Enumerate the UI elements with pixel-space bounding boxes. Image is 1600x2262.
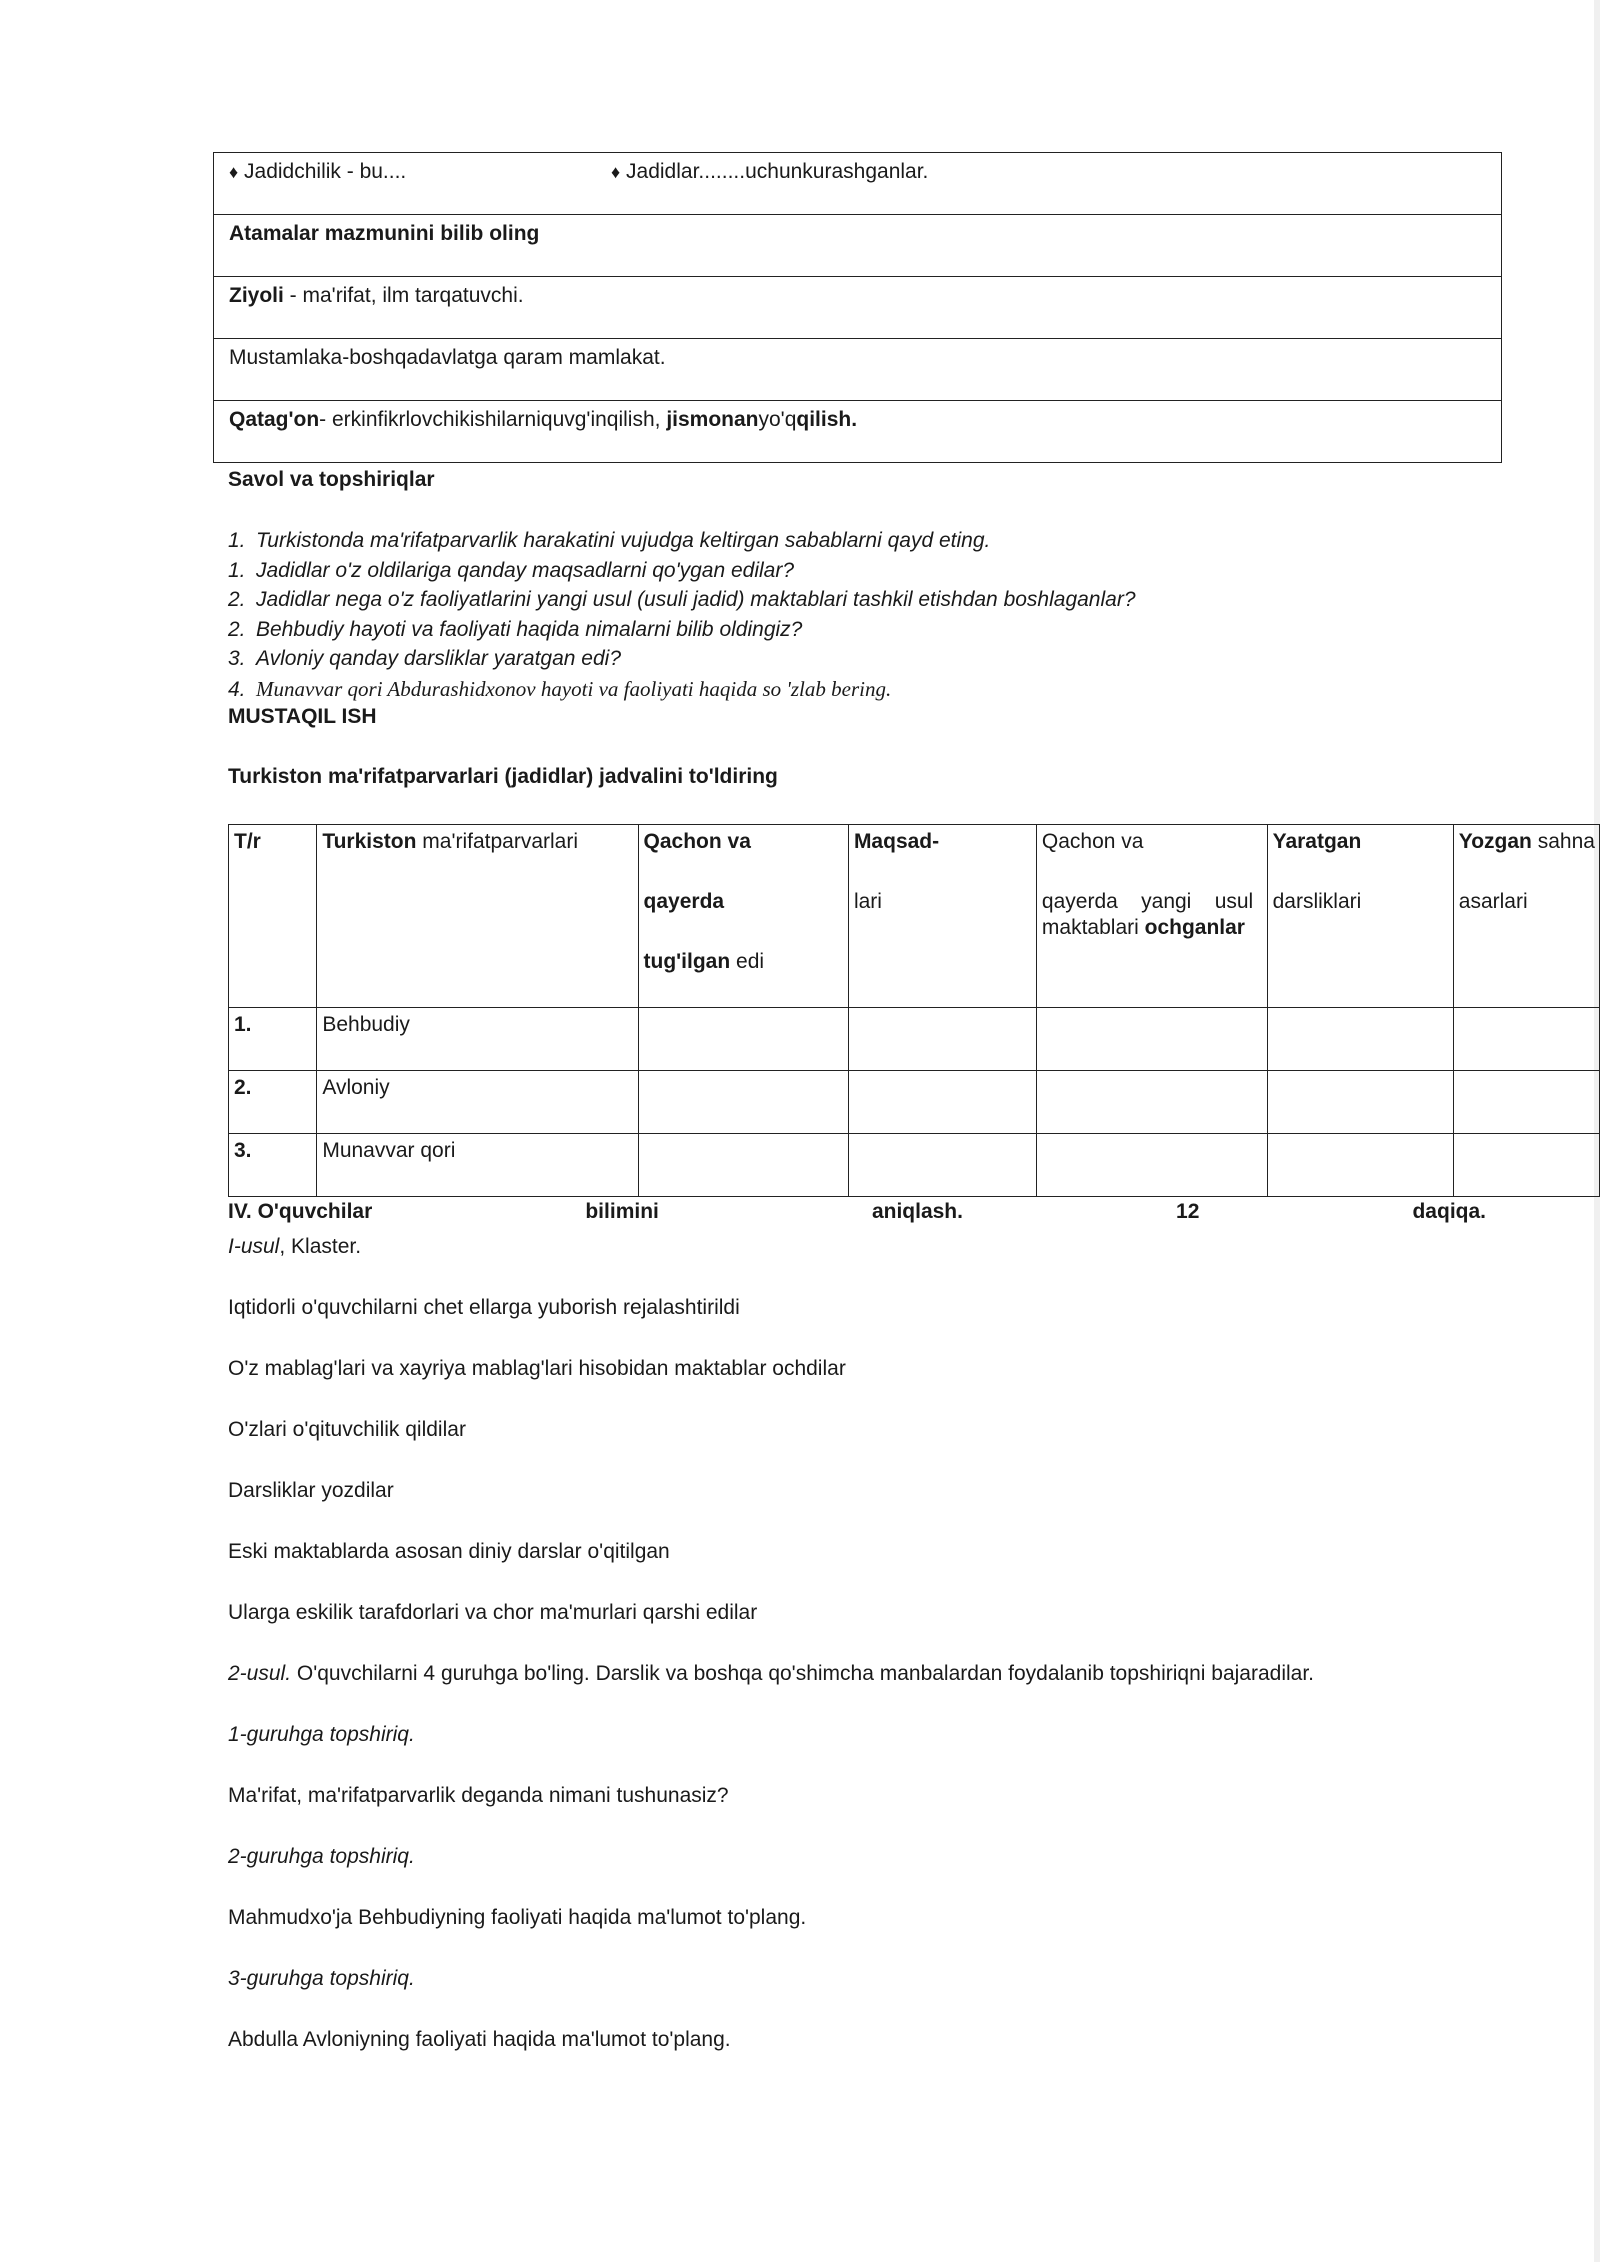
terms-heading: Atamalar mazmunini bilib oling [229,222,540,245]
group-label: 3-guruhga topshiriq. [228,1967,415,1990]
col-header-qachon-1: Qachon va [643,830,751,853]
term-ziyoli: Ziyoli [229,284,284,307]
terms-row-ziyoli [214,277,1502,339]
step-iv-part: aniqlash. [871,1200,963,1223]
empty-cell[interactable] [1036,1008,1267,1071]
group-task: Mahmudxo'ja Behbudiyning faoliyati haqida ma'lumot to'plang. [228,1906,807,1929]
empty-cell[interactable] [1453,1008,1599,1071]
klaster-item: O'zlari o'qituvchilik qildilar [228,1418,466,1441]
question-item: 2. Jadidlar nega o'z faoliyatlarini yangi usul (usuli jadid) maktablari tashkil etishdan boshlaganlar? [228,588,1136,611]
row-number: 1. [229,1008,317,1071]
col-header-maktab-1: Qachon va [1041,830,1144,853]
row-number: 3. [229,1134,317,1197]
klaster-item: Ularga eskilik tarafdorlari va chor ma'murlari qarshi edilar [228,1601,758,1624]
klaster-item: Eski maktablarda asosan diniy darslar o'qitilgan [228,1540,670,1563]
def-qatagon-mid: yo'q [758,408,797,431]
def-qatagon-bold2: qilish. [796,408,858,431]
questions-list [228,528,1136,705]
usul1-label: I-usul [228,1235,280,1258]
col-header-yozgan-3: asarlari [1458,890,1528,913]
step-iv-part: 12 [1176,1200,1200,1223]
empty-cell[interactable] [1267,1134,1453,1197]
question-item: 1. Jadidlar o'z oldilariga qanday maqsadlarni qo'ygan edilar? [228,558,795,582]
col-header-maktab-3: maktablari [1041,916,1145,939]
empty-cell[interactable] [638,1134,848,1197]
col-header-maqsad-2: lari [853,890,882,913]
col-header-maqsad-1: Maqsad- [853,830,940,853]
empty-cell[interactable] [848,1134,1036,1197]
def-qatagon-bold1: jismonan [666,408,759,431]
jadid-header-row [229,825,1600,1008]
usul1-line [228,1234,361,1260]
usul2-rest: O'quvchilarni 4 guruhga bo'ling. Darslik va boshqa qo'shimcha manbalardan foydalanib topshiriqni bajaradilar. [291,1662,1315,1685]
empty-cell[interactable] [1036,1071,1267,1134]
col-header-qachon-3: tug'ilgan [643,950,731,973]
usul1-rest: , Klaster. [279,1235,362,1258]
group-label: 1-guruhga topshiriq. [228,1723,415,1746]
jadidlar-prompt: Jadidlar........uchunkurashganlar. [626,160,929,183]
empty-cell[interactable] [848,1071,1036,1134]
question-item: 4. Munavvar qori Abdurashidxonov hayoti va faoliyati haqida so 'zlab bering. [228,676,892,701]
question-item: 3. Avloniy qanday darsliklar yaratgan edi? [228,647,621,670]
terms-row-heading [214,215,1502,277]
terms-table [213,152,1502,463]
col-header-maktab-2: qayerda yangi usul [1041,890,1254,913]
terms-row-mustamlaka [214,339,1502,401]
empty-cell[interactable] [638,1008,848,1071]
step-iv-part: bilimini [585,1200,659,1223]
empty-cell[interactable] [1453,1071,1599,1134]
col-header-yozgan-2: sahna [1531,830,1595,853]
terms-row-qatagon [214,401,1502,463]
jadidlar-table [228,824,1600,1197]
table-row [229,1071,1600,1134]
empty-cell[interactable] [848,1008,1036,1071]
question-item: 2. Behbudiy hayoti va faoliyati haqida nimalarni bilib oldingiz? [228,617,803,641]
table-title: Turkiston ma'rifatparvarlari (jadidlar) jadvalini to'ldiring [228,765,778,788]
empty-cell[interactable] [1267,1008,1453,1071]
col-header-maktab-4: ochganlar [1144,916,1245,939]
group-label: 2-guruhga topshiriq. [228,1845,415,1868]
diamond-bullet-icon: ♦ [229,162,239,182]
diamond-bullet-icon: ♦ [611,162,621,182]
step-iv-line [228,1199,1486,1225]
table-row [229,1008,1600,1071]
klaster-item: Darsliklar yozdilar [228,1479,394,1502]
group-task: Abdulla Avloniyning faoliyati haqida ma'lumot to'plang. [228,2028,731,2051]
def-ziyoli: - ma'rifat, ilm tarqatuvchi. [283,284,524,307]
jadidchilik-prompt: Jadidchilik - bu.... [244,160,407,183]
usul2-line [228,1661,1314,1687]
row-name: Avloniy [317,1071,638,1134]
row-name: Munavvar qori [317,1134,638,1197]
step-iv-part: daqiqa. [1412,1200,1486,1223]
step-iv-part: IV. O'quvchilar [228,1200,373,1223]
col-header-yozgan-1: Yozgan [1458,830,1532,853]
empty-cell[interactable] [1453,1134,1599,1197]
row-name: Behbudiy [317,1008,638,1071]
col-header-marifat: ma'rifatparvarlari [416,830,579,853]
empty-cell[interactable] [1267,1071,1453,1134]
col-header-tr: T/r [234,830,261,853]
def-qatagon: - erkinfikrlovchikishilarniquvg'inqilish, [319,408,667,431]
usul2-label: 2-usul. [228,1662,292,1685]
term-qatagon: Qatag'on [229,408,320,431]
col-header-turkiston: Turkiston [322,830,417,853]
question-item: 1. Turkistonda ma'rifatparvarlik harakatini vujudga keltirgan sabablarni qayd eting. [228,529,991,552]
table-row [229,1134,1600,1197]
term-mustamlaka: Mustamlaka-boshqadavlatga qaram mamlakat. [229,346,666,369]
klaster-item: Iqtidorli o'quvchilarni chet ellarga yuborish rejalashtirildi [228,1296,740,1319]
empty-cell[interactable] [1036,1134,1267,1197]
row-number: 2. [229,1071,317,1134]
terms-row-jadidchilik [214,153,1502,215]
mustaqil-ish-heading: MUSTAQIL ISH [228,705,377,728]
group-task: Ma'rifat, ma'rifatparvarlik deganda nimani tushunasiz? [228,1784,729,1807]
savol-heading: Savol va topshiriqlar [228,468,435,491]
col-header-yaratgan-1: Yaratgan [1272,830,1362,853]
empty-cell[interactable] [638,1071,848,1134]
col-header-qachon-2: qayerda [643,890,725,913]
col-header-qachon-4: edi [730,950,765,973]
col-header-yaratgan-2: darsliklari [1272,890,1362,913]
klaster-item: O'z mablag'lari va xayriya mablag'lari hisobidan maktablar ochdilar [228,1357,846,1380]
